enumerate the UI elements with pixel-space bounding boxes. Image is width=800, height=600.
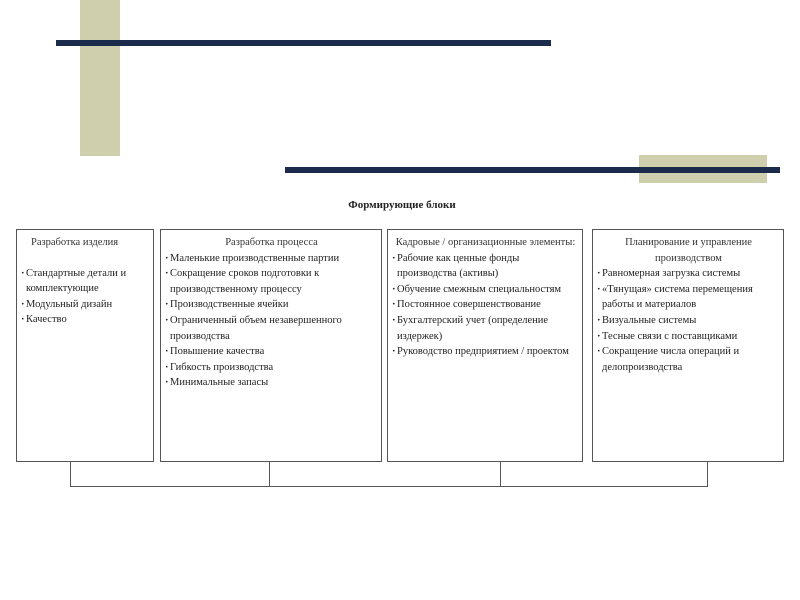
connector-line — [70, 462, 71, 487]
list-item: · Ограниченный объем незавершенного производства — [165, 313, 378, 344]
list-item: · Руководство предприятием / проектом — [392, 344, 579, 360]
block-personnel-organization — [387, 229, 583, 462]
diagram-title: Формирующие блоки — [348, 199, 456, 211]
connector-line — [707, 462, 708, 487]
list-item: · Повышение качества — [165, 344, 378, 360]
block-items — [392, 251, 579, 360]
list-item: · Модульный дизайн — [21, 297, 150, 313]
decorative-middle-line — [285, 167, 780, 173]
connector-bus-line — [70, 486, 708, 487]
block-product-development — [16, 229, 154, 462]
block-title: Кадровые / организационные элементы: — [395, 237, 576, 248]
block-production-planning — [592, 229, 784, 462]
list-item: · Стандартные детали и комплектующие — [21, 266, 150, 297]
list-item: · Качество — [21, 312, 150, 328]
list-item: · Визуальные системы — [597, 313, 780, 329]
block-items — [21, 266, 150, 328]
block-title: Разработка процесса — [225, 237, 318, 248]
block-process-development — [160, 229, 382, 462]
list-item: · Сокращение сроков подготовки к производственному процессу — [165, 266, 378, 297]
list-item: · Постоянное совершенствование — [392, 297, 579, 313]
list-item: · Сокращение числа операций и делопроизводства — [597, 344, 780, 375]
list-item: · Рабочие как ценные фонды производства (активы) — [392, 251, 579, 282]
block-title: Разработка изделия — [31, 237, 119, 248]
list-item: · Маленькие производственные партии — [165, 251, 378, 267]
list-item: · Бухгалтерский учет (определение издержек) — [392, 313, 579, 344]
list-item: · Гибкость производства — [165, 360, 378, 376]
list-item: · «Тянущая» система перемещения работы и материалов — [597, 282, 780, 313]
list-item: · Производственные ячейки — [165, 297, 378, 313]
list-item: · Минимальные запасы — [165, 375, 378, 391]
block-items — [165, 251, 378, 391]
decorative-top-line — [56, 40, 551, 46]
list-item: · Тесные связи с поставщиками — [597, 329, 780, 345]
decorative-vertical-bar — [80, 0, 120, 156]
list-item: · Равномерная загрузка системы — [597, 266, 780, 282]
connector-line — [269, 462, 270, 487]
connector-line — [500, 462, 501, 487]
list-item: · Обучение смежным специальностям — [392, 282, 579, 298]
block-items — [597, 266, 780, 375]
block-title: Планирование и управление производством — [625, 237, 752, 264]
